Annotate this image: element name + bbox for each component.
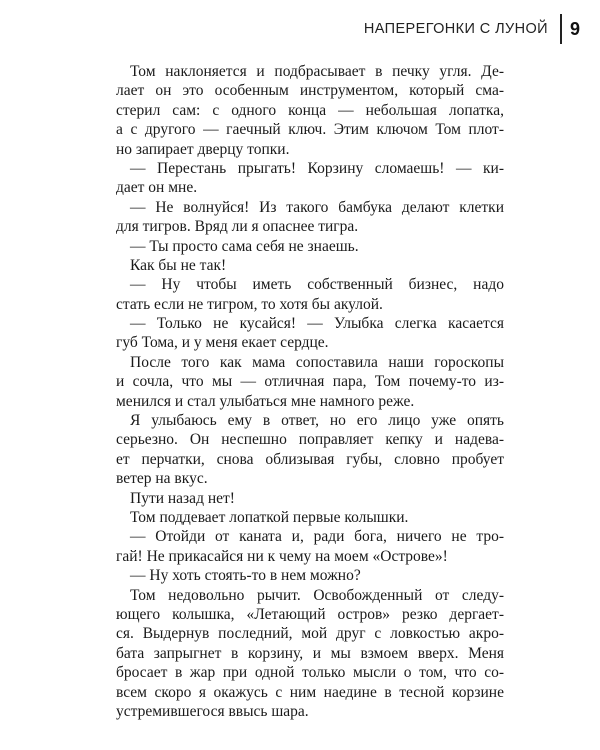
text-line: гай! Не прикасайся ни к чему на моем «Острове»! — [116, 547, 448, 565]
text-line: — Отойди от каната и, ради бога, ничего не тро- — [130, 528, 504, 546]
body-text — [116, 62, 504, 721]
text-line: стать если не тигром, то хотя бы акулой. — [116, 295, 383, 313]
text-line: ся. Выдернув последний, мой друг с ловкостью акро- — [116, 625, 504, 643]
text-line: — Не волнуйся! Из такого бамбука делают клетки — [130, 198, 504, 216]
folio-divider — [560, 14, 562, 44]
text-line: — Ты просто сама себя не знаешь. — [130, 237, 359, 255]
text-line: менился и стал улыбаться мне намного реже. — [116, 392, 415, 410]
text-line: — Перестань прыгать! Корзину сломаешь! — ки- — [130, 159, 504, 177]
text-line: ет перчатки, снова облизывая губы, словно пробует — [116, 450, 504, 468]
text-line: бата запрыгнет в корзину, и мы взмоем вверх. Меня — [116, 644, 504, 662]
text-line: серьезно. Он неспешно поправляет кепку и надева- — [116, 431, 504, 449]
text-line: всем скоро я окажусь с ним наедине в тесной корзине — [116, 683, 504, 701]
running-title: НАПЕРЕГОНКИ С ЛУНОЙ — [363, 21, 548, 37]
text-line: ветер на вкус. — [116, 470, 208, 488]
text-line: — Только не кусайся! — Улыбка слегка касается — [130, 315, 504, 333]
text-line: — Ну хоть стоять-то в нем можно? — [130, 567, 361, 585]
text-line: губ Тома, и у меня екает сердце. — [116, 334, 329, 352]
text-line: Я улыбаюсь ему в ответ, но его лицо уже опять — [130, 412, 504, 430]
text-line: Как бы не так! — [130, 256, 227, 274]
text-line: но запирает дверцу топки. — [116, 140, 290, 158]
text-line: лает он это особенным инструментом, который сма- — [116, 82, 504, 100]
text-line: и сочла, что мы — отличная пара, Том почему-то из- — [116, 373, 504, 391]
running-head — [364, 16, 580, 42]
text-line: дает он мне. — [116, 179, 198, 197]
text-line: а с другого — гаечный ключ. Этим ключом Том плот- — [116, 121, 504, 139]
text-line: Пути назад нет! — [130, 489, 235, 507]
text-line: Том поддевает лопаткой первые колышки. — [130, 508, 409, 526]
text-line: Том наклоняется и подбрасывает в печку угля. Де- — [130, 63, 504, 80]
text-line: Том недовольно рычит. Освобожденный от следу- — [130, 586, 504, 604]
text-line: После того как мама сопоставила наши гороскопы — [130, 353, 504, 371]
text-line: стерил сам: с одного конца — небольшая лопатка, — [116, 101, 504, 119]
text-line: устремившегося ввысь шара. — [116, 702, 309, 720]
text-line: бросает в жар при одной только мысли о том, что со- — [116, 664, 504, 682]
text-line: — Ну чтобы иметь собственный бизнес, надо — [130, 276, 504, 294]
text-line: для тигров. Вряд ли я опаснее тигра. — [116, 218, 359, 236]
page-number: 9 — [569, 18, 580, 39]
text-line: ющего колышка, «Летающий остров» резко дергает- — [116, 605, 504, 623]
